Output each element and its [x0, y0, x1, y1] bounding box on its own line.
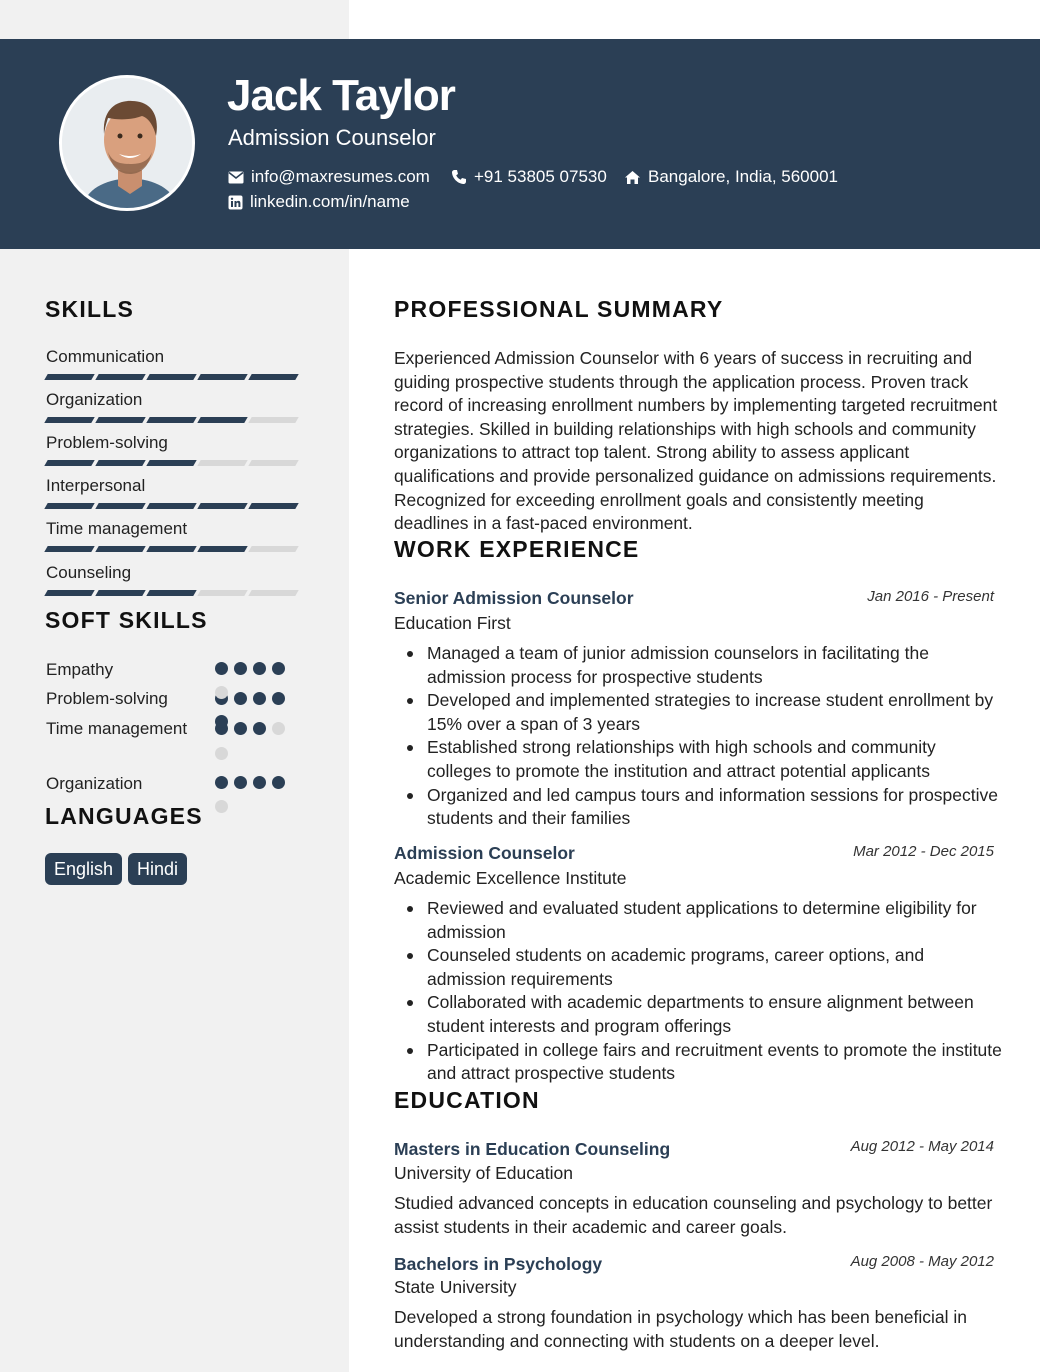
candidate-title: Admission Counselor: [228, 125, 436, 150]
level-segment-filled: [44, 503, 94, 509]
level-segment-filled: [44, 590, 94, 596]
level-segment-filled: [146, 590, 196, 596]
skill-level-bar: [46, 546, 306, 552]
overflow-dot: [215, 715, 228, 728]
level-segment-filled: [197, 417, 247, 423]
level-segment-filled: [44, 460, 94, 466]
soft-skill-label: Problem-solving: [46, 689, 168, 708]
degree-school: University of Education: [394, 1163, 573, 1183]
degree-dates: Aug 2012 - May 2014: [850, 1138, 994, 1155]
level-segment-empty: [248, 590, 298, 596]
level-dot-filled: [253, 776, 266, 789]
summary-text: Experienced Admission Counselor with 6 years of success in recruiting and guiding prospective students through the application process. Proven track record of increasing enrollment numbers by implementing targeted recruitment strategies. Skilled in building relationships with high schools and community organizations to attract top talent. Strong ability to assess applicant qualifications and provide personalized guidance on admissions requirements. Recognized for exceeding enrollment goals and consistently meeting deadlines in a fast-paced environment.: [394, 348, 998, 534]
job-company: Academic Excellence Institute: [394, 868, 627, 888]
level-segment-filled: [197, 503, 247, 509]
level-dot-filled: [234, 776, 247, 789]
level-segment-filled: [95, 503, 145, 509]
experience-heading: WORK EXPERIENCE: [394, 536, 640, 562]
skill-item: [46, 476, 306, 509]
list-item: Collaborated with academic departments to ensure alignment between student interests and program offerings: [427, 991, 1002, 1038]
level-segment-filled: [248, 503, 298, 509]
envelope-icon: [228, 171, 244, 184]
level-dot-filled: [234, 692, 247, 705]
job-bullets: [427, 897, 1002, 1086]
list-item: Counseled students on academic programs, career options, and admission requirements: [427, 944, 1002, 991]
skill-level-bar: [46, 460, 306, 466]
level-dot-filled: [272, 776, 285, 789]
level-segment-filled: [146, 546, 196, 552]
level-segment-empty: [197, 590, 247, 596]
level-segment-filled: [146, 417, 196, 423]
level-segment-filled: [146, 503, 196, 509]
level-segment-empty: [248, 417, 298, 423]
level-segment-filled: [44, 374, 94, 380]
level-dot-filled: [234, 662, 247, 675]
skill-label: Counseling: [46, 563, 132, 582]
soft-skill-label: Time management: [46, 719, 188, 738]
level-dot-filled: [272, 692, 285, 705]
language-tag-hindi: Hindi: [128, 853, 187, 885]
email-text: info@maxresumes.com: [251, 167, 430, 186]
summary-heading: PROFESSIONAL SUMMARY: [394, 296, 724, 322]
level-segment-filled: [248, 374, 298, 380]
job-title: Admission Counselor: [394, 843, 575, 863]
skills-heading: SKILLS: [45, 296, 134, 322]
contact-phone[interactable]: [451, 167, 607, 187]
phone-text: +91 53805 07530: [474, 167, 607, 186]
level-segment-filled: [197, 546, 247, 552]
list-item: Reviewed and evaluated student applications to determine eligibility for admission: [427, 897, 1002, 944]
degree-description: Studied advanced concepts in education counseling and psychology to better assist students in their academic and career goals.: [394, 1193, 993, 1237]
phone-icon: [451, 169, 467, 185]
soft-skills-heading: SOFT SKILLS: [45, 607, 208, 633]
education-heading: EDUCATION: [394, 1087, 540, 1113]
level-segment-filled: [95, 460, 145, 466]
home-icon: [624, 170, 641, 185]
language-tag-english: English: [45, 853, 122, 885]
list-item: Participated in college fairs and recruitment events to promote the institute and attract prospective students: [427, 1039, 1002, 1086]
soft-skill-dots: [215, 662, 285, 675]
soft-skill-label: Empathy: [46, 660, 114, 679]
skill-level-bar: [46, 503, 306, 509]
level-segment-filled: [44, 546, 94, 552]
job-bullets: [427, 642, 1002, 831]
job-company: Education First: [394, 613, 511, 633]
list-item: Established strong relationships with high schools and community colleges to promote the institution and attract potential applicants: [427, 736, 1002, 783]
skill-level-bar: [46, 590, 306, 596]
profile-photo: [59, 75, 195, 211]
skill-item: [46, 347, 306, 380]
level-dot-filled: [215, 776, 228, 789]
skill-label: Time management: [46, 519, 188, 538]
skill-item: [46, 433, 306, 466]
list-item: Managed a team of junior admission counselors in facilitating the admission process for prospective students: [427, 642, 1002, 689]
soft-skill-label: Organization: [46, 774, 143, 793]
overflow-dot: [215, 800, 228, 813]
level-dot-filled: [253, 692, 266, 705]
linkedin-text: linkedin.com/in/name: [250, 192, 410, 211]
level-segment-filled: [95, 417, 145, 423]
degree-description: Developed a strong foundation in psychology which has been beneficial in understanding and connecting with students on a deeper level.: [394, 1307, 968, 1351]
job-dates: Jan 2016 - Present: [867, 588, 994, 605]
skill-label: Problem-solving: [46, 433, 168, 452]
level-segment-filled: [197, 374, 247, 380]
level-segment-filled: [95, 546, 145, 552]
skill-item: [46, 519, 306, 552]
languages-heading: LANGUAGES: [45, 803, 203, 829]
level-dot-filled: [253, 722, 266, 735]
level-dot-filled: [272, 662, 285, 675]
skill-label: Interpersonal: [46, 476, 146, 495]
level-segment-empty: [197, 460, 247, 466]
contact-email[interactable]: [228, 167, 430, 187]
degree-title: Masters in Education Counseling: [394, 1139, 671, 1159]
level-segment-empty: [248, 546, 298, 552]
level-dot-filled: [215, 662, 228, 675]
overflow-dot: [215, 747, 228, 760]
level-segment-empty: [248, 460, 298, 466]
list-item: Organized and led campus tours and information sessions for prospective students and their families: [427, 784, 1002, 831]
linkedin-icon: [228, 195, 243, 210]
overflow-dot: [215, 686, 228, 699]
skill-item: [46, 390, 306, 423]
job-title: Senior Admission Counselor: [394, 588, 634, 608]
contact-linkedin[interactable]: [228, 192, 410, 212]
level-dot-filled: [253, 662, 266, 675]
job-dates: Mar 2012 - Dec 2015: [853, 843, 994, 860]
level-segment-filled: [44, 417, 94, 423]
skill-label: Communication: [46, 347, 165, 366]
level-segment-filled: [146, 460, 196, 466]
candidate-name: Jack Taylor: [227, 71, 455, 120]
header-banner: [0, 39, 1040, 249]
degree-dates: Aug 2008 - May 2012: [850, 1253, 994, 1270]
location-text: Bangalore, India, 560001: [648, 167, 838, 186]
soft-skill-dots: [215, 776, 285, 789]
level-dot-filled: [234, 722, 247, 735]
avatar-portrait-icon: [62, 78, 195, 211]
skill-label: Organization: [46, 390, 143, 409]
skill-level-bar: [46, 417, 306, 423]
level-segment-filled: [146, 374, 196, 380]
contact-location: [624, 167, 838, 187]
degree-school: State University: [394, 1277, 517, 1297]
skill-level-bar: [46, 374, 306, 380]
list-item: Developed and implemented strategies to increase student enrollment by 15% over a span of 3 years: [427, 689, 1002, 736]
skill-item: [46, 563, 306, 596]
degree-title: Bachelors in Psychology: [394, 1254, 603, 1274]
level-segment-filled: [95, 374, 145, 380]
level-dot-empty: [272, 722, 285, 735]
level-segment-filled: [95, 590, 145, 596]
